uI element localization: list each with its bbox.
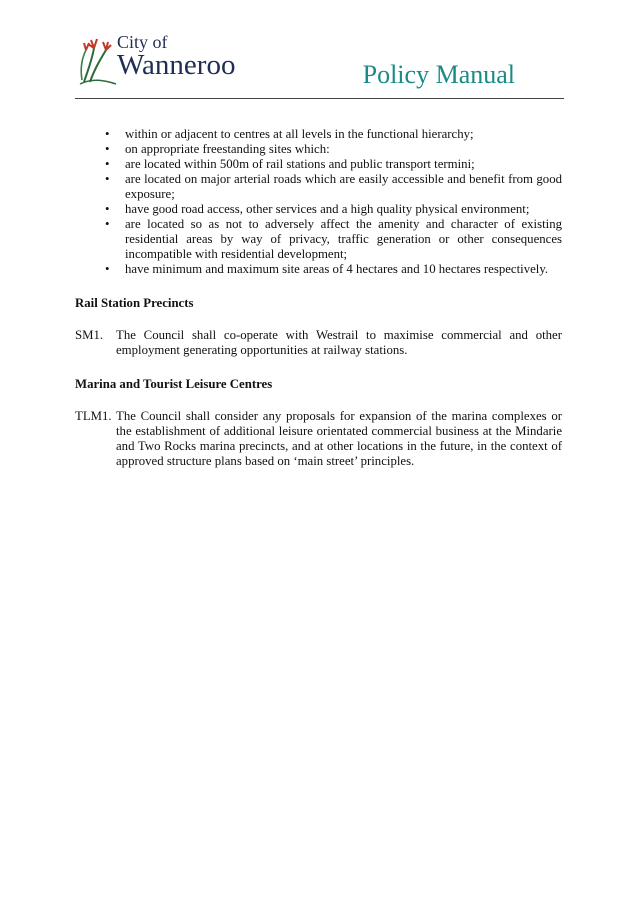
- clause-number: SM1.: [75, 328, 104, 342]
- policy-clause-sm1: [75, 328, 562, 358]
- city-logo: [78, 30, 258, 86]
- section-heading-rail: Rail Station Precincts: [75, 296, 194, 310]
- logo-city-label: City of: [117, 32, 168, 52]
- document-title: Policy Manual: [362, 60, 515, 89]
- bullet-item: • have good road access, other services and a high quality physical environment;: [75, 202, 562, 217]
- clause-text: The Council shall consider any proposals for expansion of the marina complexes or the establishment of additional leisure orientated commercial business at the Mindarie and Two Rocks marina precincts, and at other locations in the future, in the context of approved structure plans based on ‘main street’ principles.: [116, 409, 562, 468]
- section-heading-marina: Marina and Tourist Leisure Centres: [75, 377, 273, 391]
- header-divider: [75, 98, 564, 99]
- bullet-item: • within or adjacent to centres at all levels in the functional hierarchy;: [75, 127, 562, 142]
- policy-clause-tlm1: [75, 409, 562, 469]
- kangaroo-paw-icon: [78, 30, 118, 86]
- bullet-item: • are located on major arterial roads which are easily accessible and benefit from good exposure;: [75, 172, 562, 202]
- document-body: [75, 127, 562, 469]
- bullet-item: • are located so as not to adversely affect the amenity and character of existing residential areas by way of privacy, traffic generation or other consequences incompatible with residential development;: [75, 217, 562, 262]
- bullet-item: • on appropriate freestanding sites which:: [75, 142, 562, 157]
- clause-number: TLM1.: [75, 409, 112, 423]
- logo-name-label: Wanneroo: [117, 49, 236, 81]
- bullet-item: • are located within 500m of rail stations and public transport termini;: [75, 157, 562, 172]
- clause-text: The Council shall co-operate with Westrail to maximise commercial and other employment generating opportunities at railway stations.: [116, 328, 562, 357]
- bullet-list: [75, 127, 562, 277]
- bullet-item: • have minimum and maximum site areas of 4 hectares and 10 hectares respectively.: [75, 262, 562, 277]
